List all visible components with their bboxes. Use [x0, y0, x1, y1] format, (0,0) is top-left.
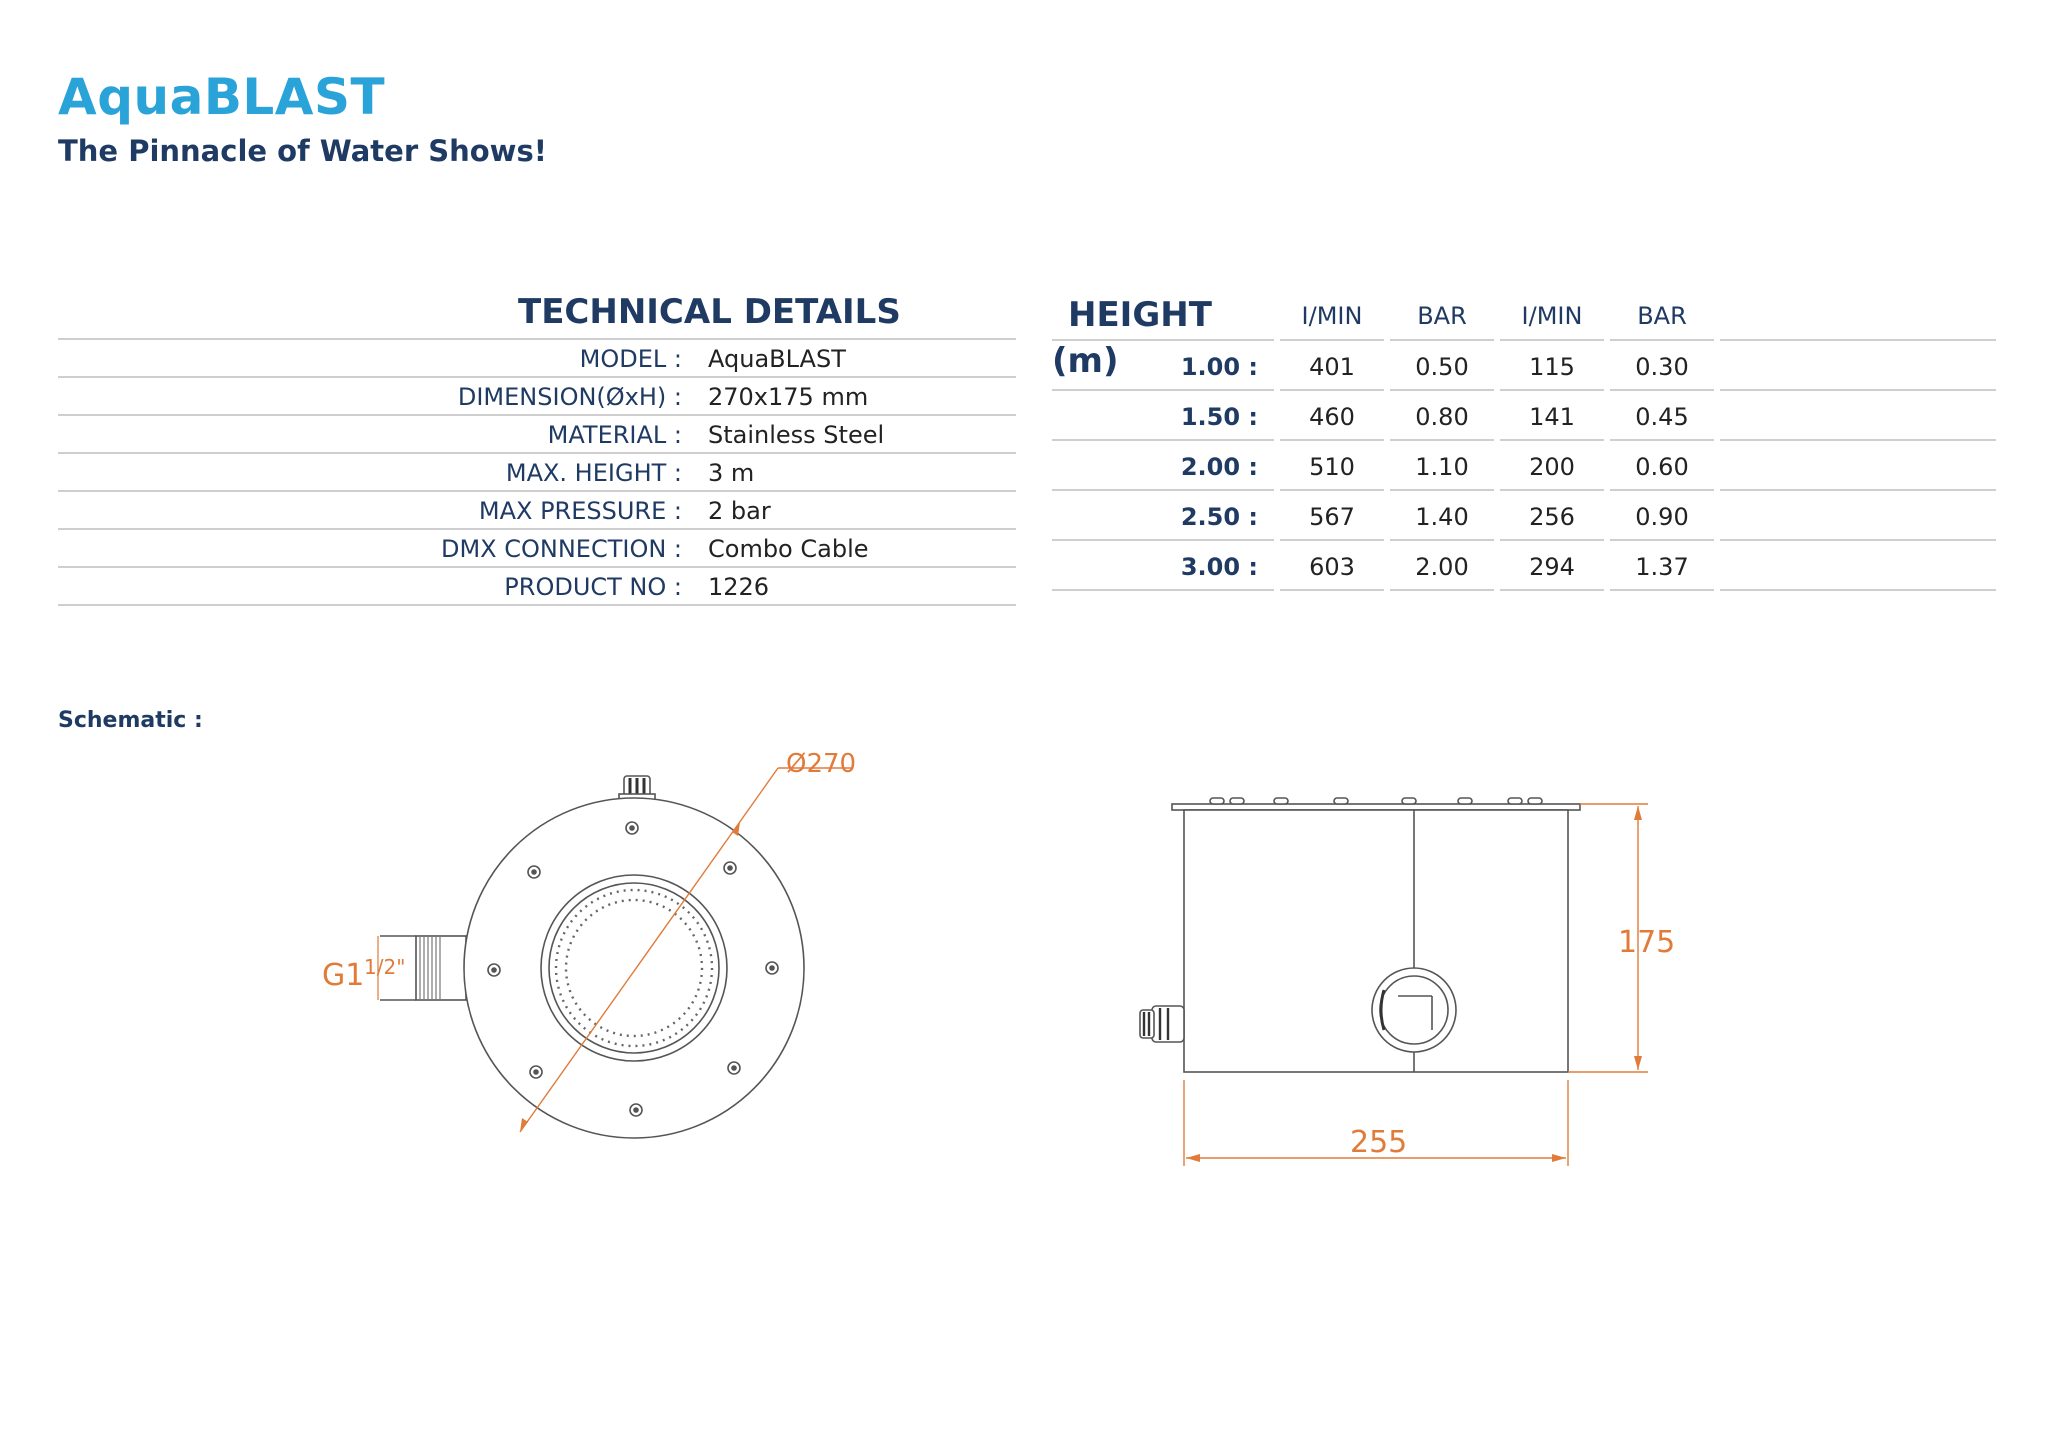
bar-cell: 0.45 — [1610, 392, 1714, 441]
height-dim: 175 — [1618, 925, 1676, 960]
page-subtitle: The Pinnacle of Water Shows! — [58, 134, 547, 168]
page-title: AquaBLAST — [58, 68, 386, 126]
spec-label: MAX PRESSURE : — [478, 497, 682, 525]
flow-cell: 603 — [1280, 542, 1384, 591]
flow-cell: 510 — [1280, 442, 1384, 491]
bar-cell: 1.10 — [1390, 442, 1494, 491]
bar-cell: 0.30 — [1610, 342, 1714, 391]
spec-label: PRODUCT NO : — [504, 573, 682, 601]
spec-label: DMX CONNECTION : — [440, 535, 682, 563]
thread-dim: G1 — [322, 958, 365, 993]
spec-value: 3 m — [708, 459, 755, 487]
width-dim: 255 — [1350, 1125, 1408, 1160]
spec-value: Stainless Steel — [708, 421, 885, 449]
spec-value: AquaBLAST — [708, 345, 846, 373]
height-cell: 2.00 : — [1052, 442, 1274, 491]
height-cell: 3.00 : — [1052, 542, 1274, 591]
flow-cell: 200 — [1500, 442, 1604, 491]
flow-cell: 401 — [1280, 342, 1384, 391]
bar-cell: 0.50 — [1390, 342, 1494, 391]
flow-cell: 256 — [1500, 492, 1604, 541]
bar-cell: 2.00 — [1390, 542, 1494, 591]
bar-cell: 0.90 — [1610, 492, 1714, 541]
spec-value: Combo Cable — [708, 535, 869, 563]
spec-value: 1226 — [708, 573, 770, 601]
spec-value: 2 bar — [708, 497, 771, 525]
spec-label: DIMENSION(ØxH) : — [457, 383, 682, 411]
spec-label: MATERIAL : — [547, 421, 682, 449]
top-view-drawing — [378, 768, 852, 1138]
header-bar-1: BAR — [1390, 292, 1494, 341]
flow-cell: 115 — [1500, 342, 1604, 391]
header-lmin-2: I/MIN — [1500, 292, 1604, 341]
height-cell: 1.50 : — [1052, 392, 1274, 441]
flow-cell: 294 — [1500, 542, 1604, 591]
height-cell: 2.50 : — [1052, 492, 1274, 541]
schematic-label: Schematic : — [58, 708, 203, 733]
thread-dim-fraction: 1/2" — [364, 955, 406, 979]
header-lmin-1: I/MIN — [1280, 292, 1384, 341]
technical-details-title: TECHNICAL DETAILS — [518, 292, 901, 332]
bar-cell: 0.60 — [1610, 442, 1714, 491]
side-view-drawing — [1140, 798, 1648, 1166]
flow-cell: 141 — [1500, 392, 1604, 441]
header-height: HEIGHT (m) — [1052, 292, 1274, 341]
spec-value: 270x175 mm — [708, 383, 869, 411]
bar-cell: 0.80 — [1390, 392, 1494, 441]
bar-cell: 1.37 — [1610, 542, 1714, 591]
flow-cell: 567 — [1280, 492, 1384, 541]
flow-cell: 460 — [1280, 392, 1384, 441]
height-cell: 1.00 : — [1052, 342, 1274, 391]
bar-cell: 1.40 — [1390, 492, 1494, 541]
diameter-dim: Ø270 — [786, 749, 857, 779]
spec-label: MAX. HEIGHT : — [505, 459, 682, 487]
header-bar-2: BAR — [1610, 292, 1714, 341]
spec-label: MODEL : — [579, 345, 682, 373]
